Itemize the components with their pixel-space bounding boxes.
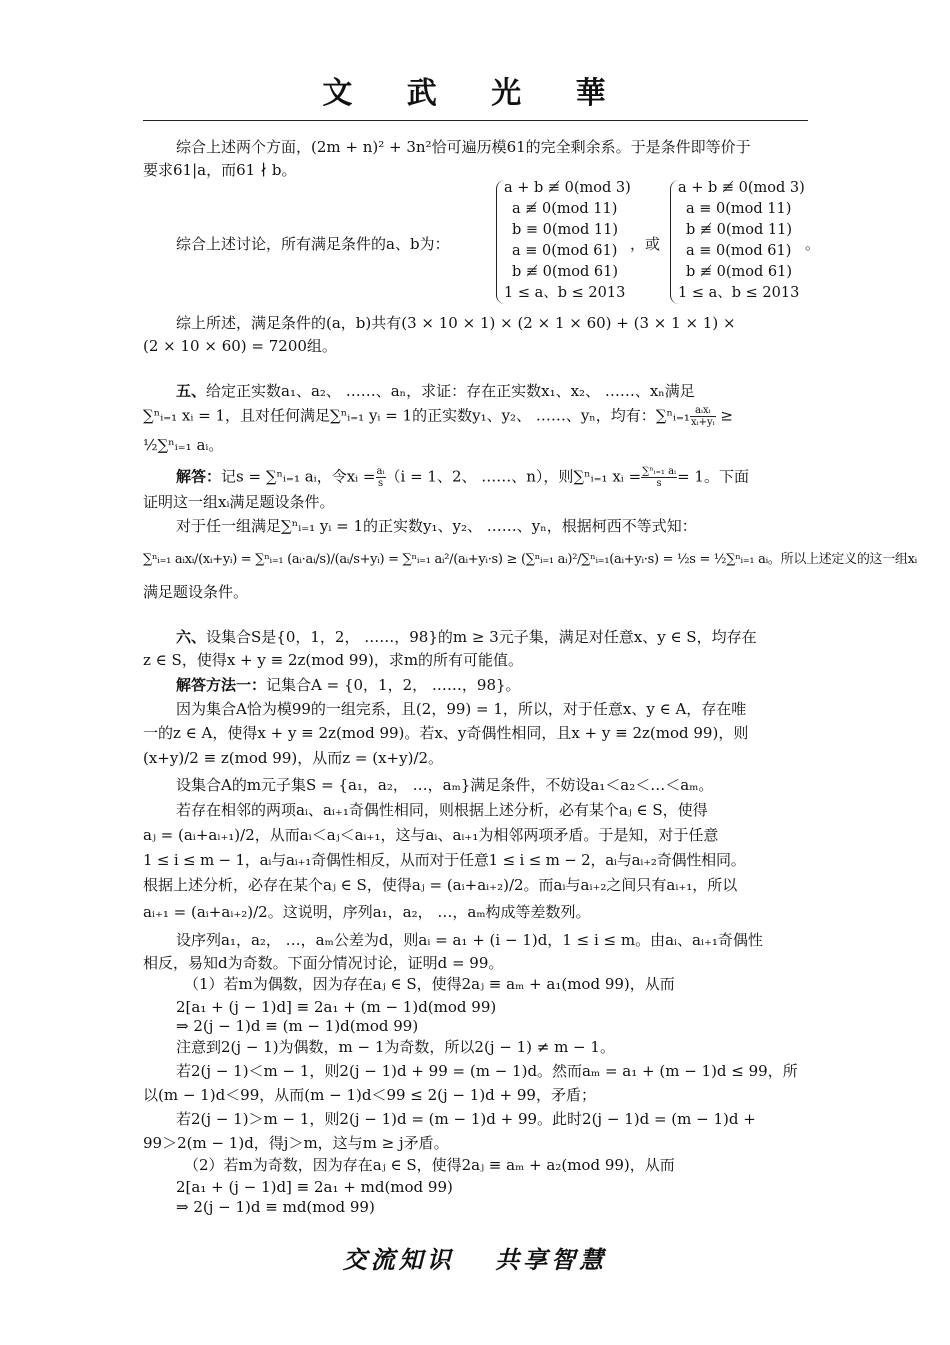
condition-row: 1 ≤ a、b ≤ 2013 xyxy=(678,285,800,301)
fraction: $\frac{\text{∑ⁿᵢ₌₁ aᵢ}}{s}$ xyxy=(642,466,677,489)
condition-system-2 xyxy=(678,178,805,304)
paragraph-line: 以(m − 1)d＜99，从而(m − 1)d＜99 ≤ 2(j − 1)d + 99，矛盾； xyxy=(143,1086,596,1104)
condition-row: b ≢ 0(mod 11) xyxy=(686,222,793,238)
paragraph-line: 一的z ∈ A，使得x + y ≡ 2z(mod 99)。若x、y奇偶性相同，且x + y ≡ 2z(mod 99)，则 xyxy=(143,724,749,742)
paragraph-line: (2 × 10 × 60) = 7200组。 xyxy=(143,337,337,355)
paragraph-line: 综合上述两个方面，(2m + n)² + 3n²恰可遍历模61的完全剩余系。于是条件即等价于 xyxy=(176,138,751,156)
page-header-title: 文 武 光 華 xyxy=(322,76,628,111)
solution-5-line: 解答：记s = ∑ⁿᵢ₌₁ aᵢ，令xᵢ = $\frac{\text{aᵢ}}{s}$ （i = 1、2、 ……、n），则∑ⁿᵢ₌₁ xᵢ = $\frac{\text{∑ⁿᵢ₌₁ aᵢ}}{s}$ = 1。下面 xyxy=(176,466,749,489)
solution-6-line: 解答方法一：记集合A = {0，1，2， ……，98}。 xyxy=(176,676,521,694)
paragraph-line: 若2(j − 1)＞m − 1，则2(j − 1)d = (m − 1)d + 99。此时2(j − 1)d = (m − 1)d + xyxy=(176,1110,756,1128)
fraction: aᵢxᵢ xᵢ+yᵢ xyxy=(690,405,715,428)
fraction: $\frac{\text{aᵢ}}{s}$ xyxy=(376,466,385,489)
paragraph-line: ½∑ⁿᵢ₌₁ aᵢ。 xyxy=(143,436,224,454)
case-1-heading: （1）若m为偶数，因为存在aⱼ ∈ S，使得2aⱼ ≡ aₘ + a₁(mod 99)，从而 xyxy=(184,975,675,993)
condition-row: b ≢ 0(mod 61) xyxy=(512,264,619,280)
header-divider xyxy=(143,120,808,121)
paragraph-line: 设集合A的m元子集S = {a₁，a₂， …，aₘ}满足条件，不妨设a₁＜a₂＜…＜aₘ。 xyxy=(176,776,714,794)
paragraph-line: 若2(j − 1)＜m − 1，则2(j − 1)d + 99 = (m − 1)d。然而aₘ = a₁ + (m − 1)d ≤ 99，所 xyxy=(176,1062,798,1080)
paragraph-line: 证明这一组xᵢ满足题设条件。 xyxy=(143,493,335,511)
condition-row: a ≡ 0(mod 61) xyxy=(512,243,618,259)
condition-lead: 综合上述讨论，所有满足条件的a、b为： xyxy=(176,235,450,253)
paragraph-line: ∑ⁿᵢ₌₁ xᵢ = 1，且对任何满足∑ⁿᵢ₌₁ yᵢ = 1的正实数y₁、y₂、 ……、yₙ，均有：∑ⁿᵢ₌₁ aᵢxᵢ xᵢ+yᵢ ≥ xyxy=(143,405,733,428)
paragraph-line: 设序列a₁，a₂， …，aₘ公差为d，则aᵢ = a₁ + (i − 1)d，1 ≤ i ≤ m。由aᵢ、aᵢ₊₁奇偶性 xyxy=(176,931,763,949)
paragraph-line: 因为集合A恰为模99的一组完系，且(2，99) = 1，所以，对于任意x、y ∈ A，存在唯 xyxy=(176,700,747,718)
equation-line: 2[a₁ + (j − 1)d] ≡ 2a₁ + (m − 1)d(mod 99) xyxy=(176,998,497,1016)
paragraph-line: 满足题设条件。 xyxy=(143,583,249,601)
paragraph-line: 注意到2(j − 1)为偶数，m − 1为奇数，所以2(j − 1) ≠ m − 1。 xyxy=(176,1038,615,1056)
paragraph-line: 1 ≤ i ≤ m − 1，aᵢ与aᵢ₊₁奇偶性相反，从而对于任意1 ≤ i ≤ m − 2，aᵢ与aᵢ₊₂奇偶性相同。 xyxy=(143,851,746,869)
paragraph-line: 要求61|a，而61 ∤ b。 xyxy=(143,161,297,179)
cauchy-derivation: ∑ⁿᵢ₌₁ aᵢxᵢ/(xᵢ+yᵢ) = ∑ⁿᵢ₌₁ (aᵢ·aᵢ/s)/(aᵢ/s+yᵢ) = ∑ⁿᵢ₌₁ aᵢ²/(aᵢ+yᵢ·s) ≥ (∑ⁿᵢ₌₁ aᵢ)²/∑ⁿᵢ₌₁(aᵢ+yᵢ·s) = ½s = ½∑ⁿᵢ₌₁ aᵢ。所以上述定义的这一组xᵢ xyxy=(143,552,917,567)
paragraph-line: 对于任一组满足∑ⁿᵢ₌₁ yᵢ = 1的正实数y₁、y₂、 ……、yₙ，根据柯西不等式知： xyxy=(176,517,697,535)
problem-5-statement: 五、给定正实数a₁、a₂、 ……、aₙ，求证：存在正实数x₁、x₂、 ……、xₙ满足 xyxy=(176,382,695,400)
problem-6-statement: 六、设集合S是{0，1，2， ……，98}的m ≥ 3元子集，满足对任意x、y ∈ S，均存在 xyxy=(176,628,757,646)
solution-label: 解答： xyxy=(176,467,222,486)
period: 。 xyxy=(805,235,821,253)
problem-number: 五、 xyxy=(176,382,207,400)
condition-row: a + b ≢ 0(mod 3) xyxy=(504,180,631,196)
condition-system-1 xyxy=(504,178,631,304)
case-2-heading: （2）若m为奇数，因为存在aⱼ ∈ S，使得2aⱼ ≡ aₘ + a₂(mod 99)，从而 xyxy=(184,1156,675,1174)
equation-line: ⇒ 2(j − 1)d ≡ (m − 1)d(mod 99) xyxy=(176,1017,419,1035)
paragraph-line: 若存在相邻的两项aᵢ、aᵢ₊₁奇偶性相同，则根据上述分析，必有某个aⱼ ∈ S，使得 xyxy=(176,801,708,819)
equation-line: 2[a₁ + (j − 1)d] ≡ 2a₁ + md(mod 99) xyxy=(176,1178,453,1196)
solution-label: 解答方法一： xyxy=(176,676,267,694)
or-text: ，或 xyxy=(630,235,661,253)
condition-row: a ≢ 0(mod 11) xyxy=(512,201,618,217)
paragraph-line: aᵢ₊₁ = (aᵢ+aᵢ₊₂)/2。这说明，序列a₁，a₂， …，aₘ构成等差数列。 xyxy=(143,903,591,921)
paragraph-line: 相反，易知d为奇数。下面分情况讨论，证明d = 99。 xyxy=(143,954,504,972)
condition-row: b ≡ 0(mod 11) xyxy=(512,222,619,238)
paragraph-line: 综上所述，满足条件的(a，b)共有(3 × 10 × 1) × (2 × 1 × 60) + (3 × 1 × 1) × xyxy=(176,314,736,332)
equation-line: ⇒ 2(j − 1)d ≡ md(mod 99) xyxy=(176,1198,375,1216)
problem-number: 六、 xyxy=(176,628,207,646)
paragraph-line: z ∈ S，使得x + y ≡ 2z(mod 99)，求m的所有可能值。 xyxy=(143,651,524,669)
condition-row: a ≡ 0(mod 61) xyxy=(686,243,792,259)
page-footer-slogan: 交流知识 共享智慧 xyxy=(342,1245,608,1274)
condition-row: b ≢ 0(mod 61) xyxy=(686,264,793,280)
condition-row: a ≡ 0(mod 11) xyxy=(686,201,792,217)
paragraph-line: (x+y)/2 ≡ z(mod 99)，从而z = (x+y)/2。 xyxy=(143,749,444,767)
paragraph-line: 根据上述分析，必存在某个aⱼ ∈ S，使得aⱼ = (aᵢ+aᵢ₊₂)/2。而aᵢ与aᵢ₊₂之间只有aᵢ₊₁，所以 xyxy=(143,876,738,894)
paragraph-line: 99＞2(m − 1)d，得j＞m，这与m ≥ j矛盾。 xyxy=(143,1134,449,1152)
paragraph-line: aⱼ = (aᵢ+aᵢ₊₁)/2，从而aᵢ＜aⱼ＜aᵢ₊₁，这与aᵢ、aᵢ₊₁为相邻两项矛盾。于是知，对于任意 xyxy=(143,826,719,844)
condition-row: a + b ≢ 0(mod 3) xyxy=(678,180,805,196)
condition-row: 1 ≤ a、b ≤ 2013 xyxy=(504,285,626,301)
